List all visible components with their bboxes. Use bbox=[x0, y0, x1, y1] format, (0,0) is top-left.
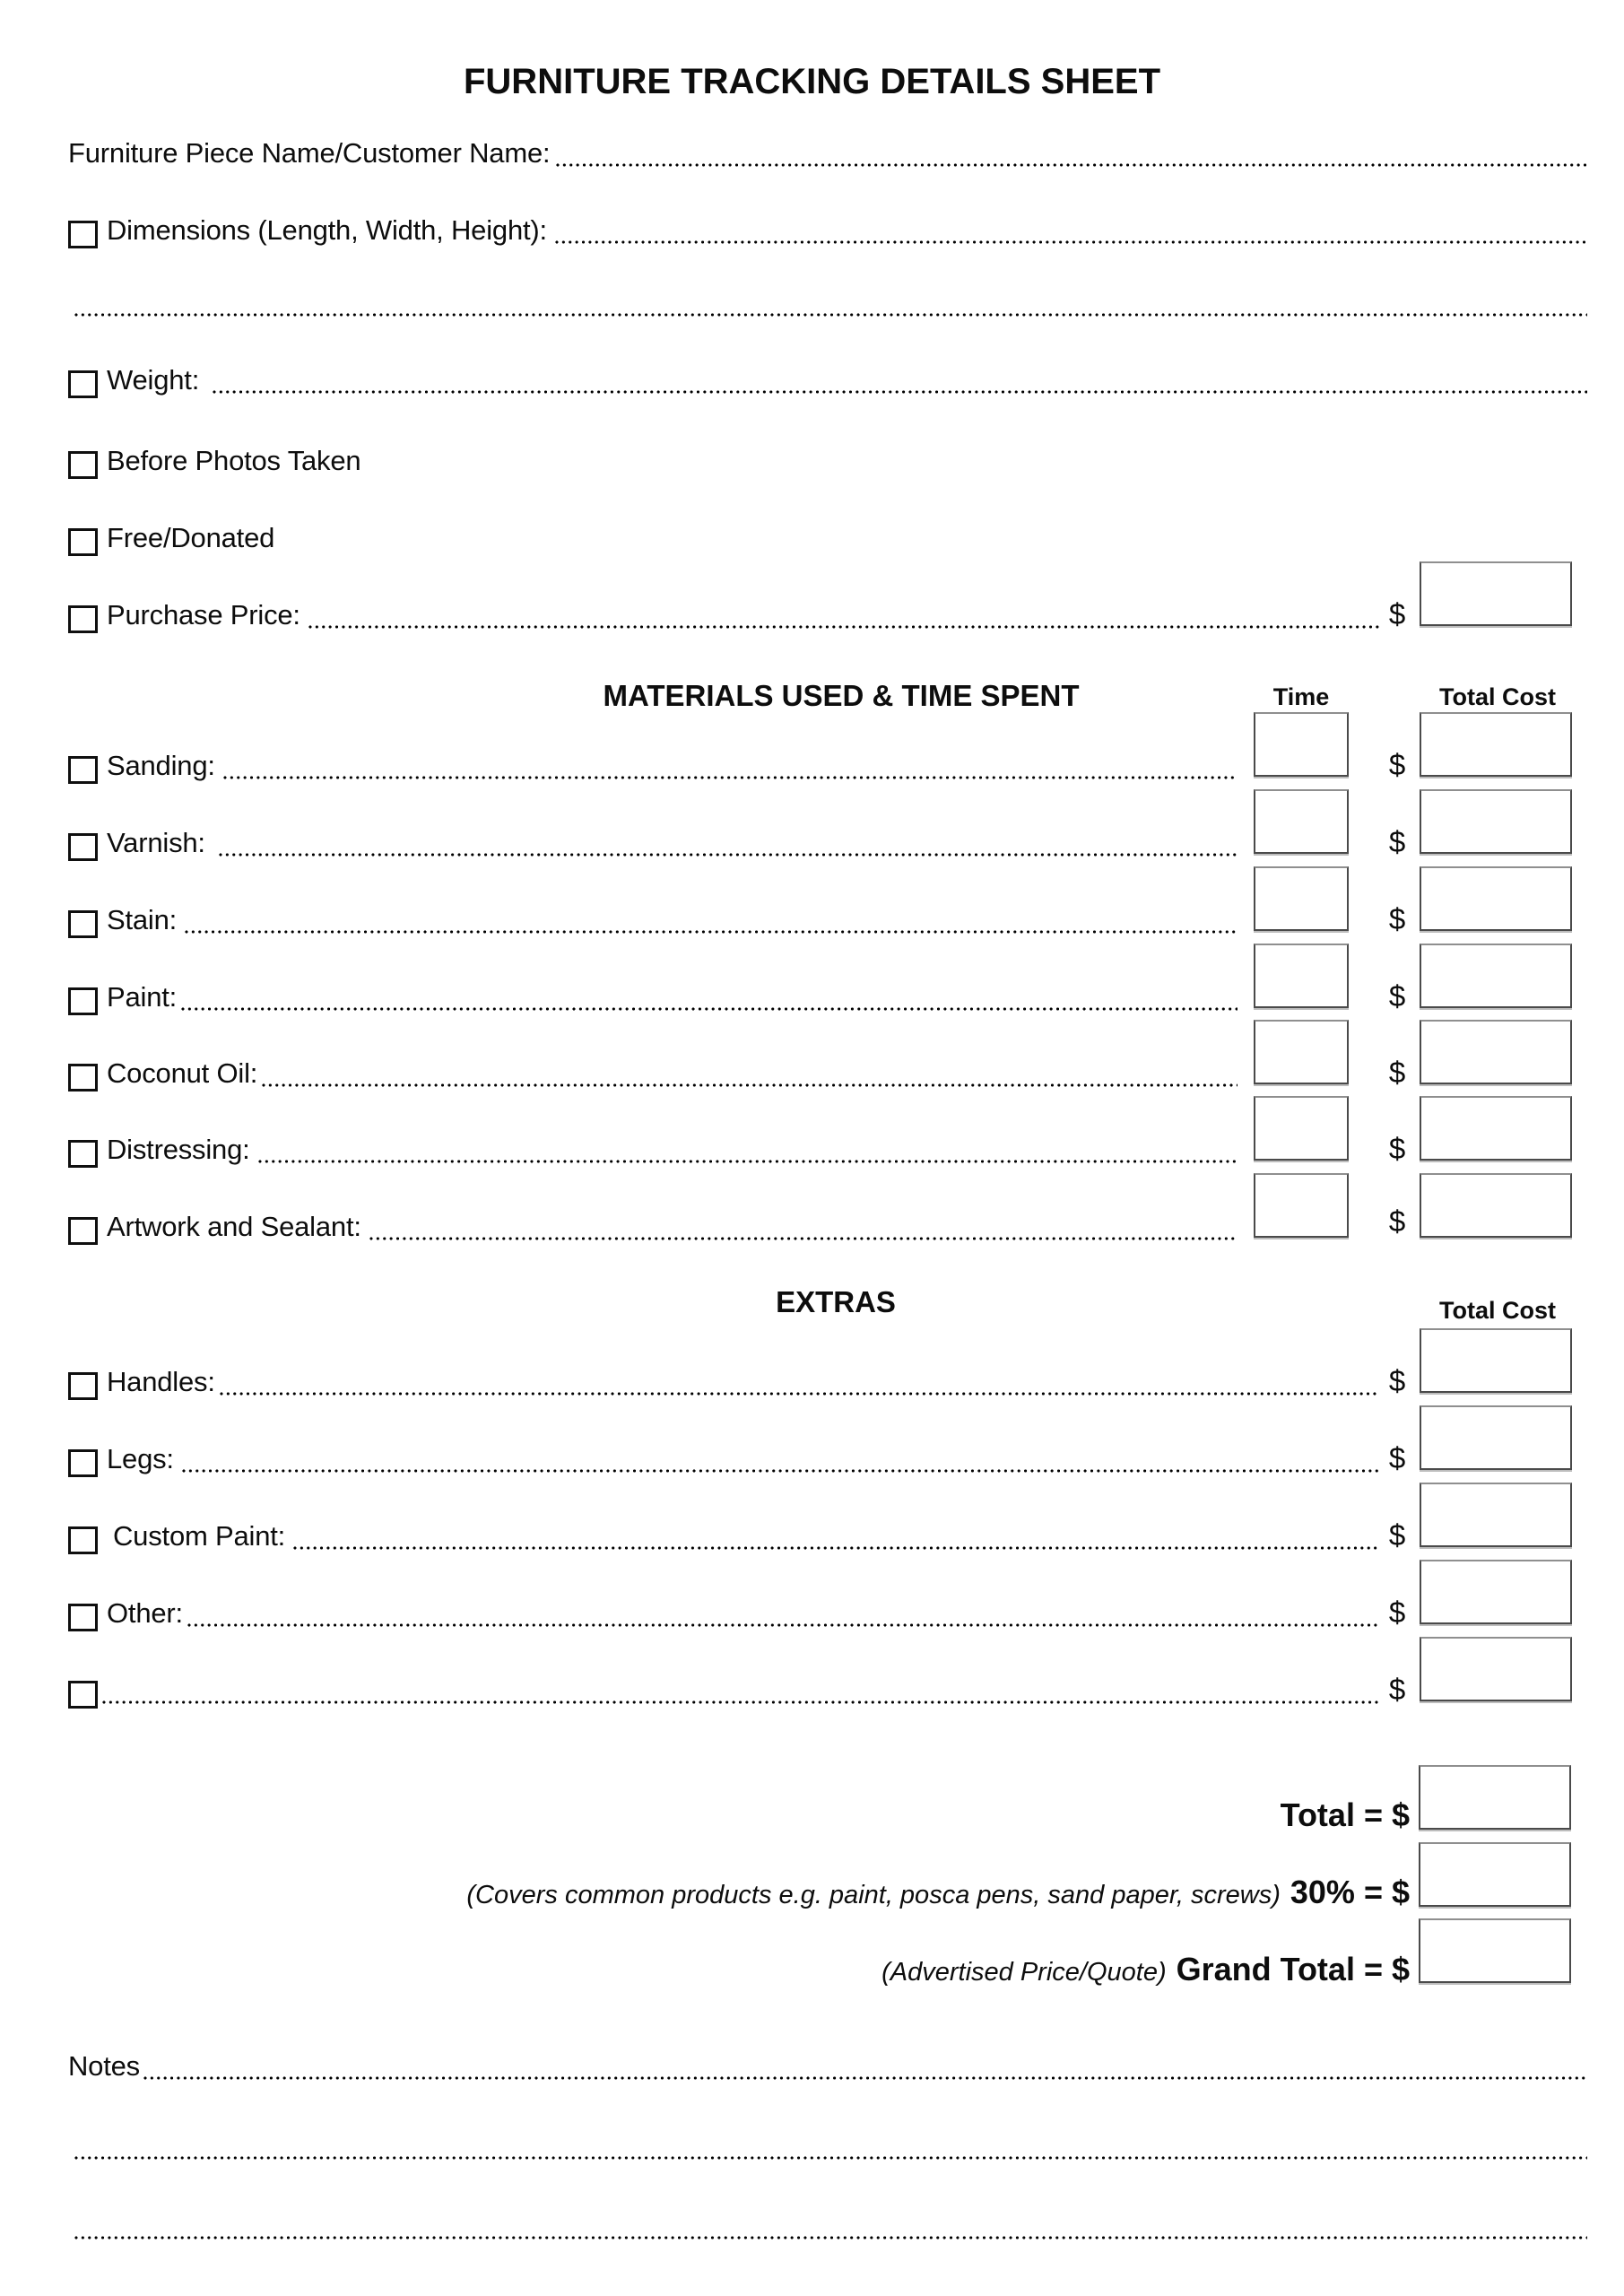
coconut-oil-write-in-line[interactable] bbox=[261, 1083, 1238, 1088]
paint-dollar-sign: $ bbox=[1388, 979, 1406, 1013]
distressing-checkbox[interactable] bbox=[68, 1140, 98, 1168]
thirty-percent-note: (Covers common products e.g. paint, posca pens, sand paper, screws) bbox=[466, 1881, 1281, 1909]
sanding-label: Sanding: bbox=[107, 750, 215, 781]
grand-total-row bbox=[881, 1952, 1410, 1990]
varnish-time-box[interactable] bbox=[1254, 789, 1349, 854]
legs-row bbox=[68, 1439, 1379, 1479]
dimensions-label: Dimensions (Length, Width, Height): bbox=[107, 214, 547, 246]
legs-checkbox[interactable] bbox=[68, 1449, 98, 1477]
coconut-oil-checkbox[interactable] bbox=[68, 1064, 98, 1091]
notes-line-3-row bbox=[68, 2206, 1587, 2246]
sanding-dollar-sign: $ bbox=[1388, 748, 1406, 781]
sanding-cost-box[interactable] bbox=[1420, 712, 1572, 777]
other-dollar-sign: $ bbox=[1388, 1596, 1406, 1629]
blank-extra-row bbox=[68, 1671, 1379, 1710]
artwork-sealant-label: Artwork and Sealant: bbox=[107, 1211, 361, 1242]
coconut-oil-cost-box[interactable] bbox=[1420, 1020, 1572, 1084]
notes-write-in-line-3[interactable] bbox=[74, 2235, 1587, 2240]
custom-paint-write-in-line[interactable] bbox=[292, 1545, 1379, 1551]
artwork-sealant-cost-box[interactable] bbox=[1420, 1173, 1572, 1238]
artwork-sealant-checkbox[interactable] bbox=[68, 1217, 98, 1245]
distressing-label: Distressing: bbox=[107, 1134, 250, 1165]
distressing-cost-box[interactable] bbox=[1420, 1096, 1572, 1161]
stain-label: Stain: bbox=[107, 904, 178, 935]
artwork-sealant-write-in-line[interactable] bbox=[369, 1236, 1238, 1241]
coconut-oil-row bbox=[68, 1054, 1238, 1093]
weight-checkbox[interactable] bbox=[68, 370, 98, 398]
purchase-price-box[interactable] bbox=[1420, 561, 1572, 626]
weight-label: Weight: bbox=[107, 364, 200, 396]
thirty-percent-row bbox=[466, 1874, 1410, 1913]
legs-write-in-line[interactable] bbox=[181, 1468, 1379, 1474]
materials-total-cost-header: Total Cost bbox=[1439, 683, 1556, 710]
furniture-name-label: Furniture Piece Name/Customer Name: bbox=[68, 137, 551, 169]
purchase-price-label: Purchase Price: bbox=[107, 599, 300, 631]
stain-checkbox[interactable] bbox=[68, 910, 98, 938]
custom-paint-label: Custom Paint: bbox=[113, 1520, 286, 1552]
paint-row bbox=[68, 978, 1238, 1017]
grand-total-label: Grand Total = $ bbox=[1176, 1951, 1410, 1987]
blank-extra-cost-box[interactable] bbox=[1420, 1637, 1572, 1701]
handles-checkbox[interactable] bbox=[68, 1372, 98, 1400]
notes-label: Notes bbox=[68, 2050, 140, 2082]
purchase-price-dollar-sign: $ bbox=[1388, 597, 1406, 631]
other-checkbox[interactable] bbox=[68, 1604, 98, 1631]
thirty-percent-box[interactable] bbox=[1419, 1842, 1571, 1907]
custom-paint-dollar-sign: $ bbox=[1388, 1518, 1406, 1552]
dimensions-row bbox=[68, 211, 1587, 250]
sanding-checkbox[interactable] bbox=[68, 756, 98, 784]
dimensions-write-in-line-2[interactable] bbox=[74, 312, 1587, 317]
varnish-dollar-sign: $ bbox=[1388, 825, 1406, 858]
custom-paint-cost-box[interactable] bbox=[1420, 1483, 1572, 1547]
extras-total-cost-header: Total Cost bbox=[1439, 1297, 1556, 1324]
notes-write-in-line-2[interactable] bbox=[74, 2155, 1587, 2161]
free-donated-label: Free/Donated bbox=[107, 522, 275, 553]
artwork-sealant-row bbox=[68, 1207, 1238, 1247]
distressing-row bbox=[68, 1130, 1238, 1170]
legs-cost-box[interactable] bbox=[1420, 1405, 1572, 1470]
coconut-oil-dollar-sign: $ bbox=[1388, 1056, 1406, 1089]
weight-write-in-line[interactable] bbox=[212, 389, 1587, 395]
dimensions-continuation-row bbox=[68, 283, 1587, 323]
before-photos-row bbox=[68, 441, 1587, 481]
paint-time-box[interactable] bbox=[1254, 944, 1349, 1008]
total-label: Total = $ bbox=[1280, 1796, 1410, 1833]
furniture-name-write-in-line[interactable] bbox=[555, 162, 1587, 168]
handles-write-in-line[interactable] bbox=[219, 1391, 1379, 1396]
stain-row bbox=[68, 900, 1238, 940]
varnish-row bbox=[68, 823, 1238, 863]
before-photos-label: Before Photos Taken bbox=[107, 445, 361, 476]
sanding-write-in-line[interactable] bbox=[222, 775, 1238, 780]
total-box[interactable] bbox=[1419, 1765, 1571, 1830]
varnish-cost-box[interactable] bbox=[1420, 789, 1572, 854]
coconut-oil-label: Coconut Oil: bbox=[107, 1057, 258, 1089]
purchase-price-row bbox=[68, 596, 1379, 635]
paint-label: Paint: bbox=[107, 981, 178, 1013]
weight-row bbox=[68, 361, 1587, 400]
other-row bbox=[68, 1594, 1379, 1633]
distressing-time-box[interactable] bbox=[1254, 1096, 1349, 1161]
free-donated-checkbox[interactable] bbox=[68, 528, 98, 556]
varnish-write-in-line[interactable] bbox=[218, 852, 1238, 857]
notes-line-2-row bbox=[68, 2126, 1587, 2166]
paint-cost-box[interactable] bbox=[1420, 944, 1572, 1008]
varnish-checkbox[interactable] bbox=[68, 833, 98, 861]
before-photos-checkbox[interactable] bbox=[68, 451, 98, 479]
purchase-price-checkbox[interactable] bbox=[68, 605, 98, 633]
stain-dollar-sign: $ bbox=[1388, 902, 1406, 935]
sanding-row bbox=[68, 746, 1238, 786]
notes-write-in-line-1[interactable] bbox=[143, 2075, 1587, 2081]
thirty-percent-label: 30% = $ bbox=[1290, 1874, 1410, 1910]
grand-total-note: (Advertised Price/Quote) bbox=[881, 1958, 1167, 1987]
varnish-label: Varnish: bbox=[107, 827, 205, 858]
blank-extra-checkbox[interactable] bbox=[68, 1681, 98, 1709]
sanding-time-box[interactable] bbox=[1254, 712, 1349, 777]
stain-write-in-line[interactable] bbox=[184, 929, 1238, 935]
paint-write-in-line[interactable] bbox=[180, 1006, 1238, 1012]
handles-row bbox=[68, 1362, 1379, 1402]
free-donated-row bbox=[68, 518, 1587, 558]
page-title: FURNITURE TRACKING DETAILS SHEET bbox=[463, 62, 1161, 101]
total-row bbox=[1281, 1797, 1410, 1833]
handles-dollar-sign: $ bbox=[1388, 1364, 1406, 1397]
legs-label: Legs: bbox=[107, 1443, 174, 1474]
handles-label: Handles: bbox=[107, 1366, 215, 1397]
coconut-oil-time-box[interactable] bbox=[1254, 1020, 1349, 1084]
distressing-dollar-sign: $ bbox=[1388, 1132, 1406, 1165]
artwork-sealant-time-box[interactable] bbox=[1254, 1173, 1349, 1238]
dimensions-checkbox[interactable] bbox=[68, 221, 98, 248]
custom-paint-row bbox=[68, 1517, 1379, 1556]
stain-time-box[interactable] bbox=[1254, 866, 1349, 931]
distressing-write-in-line[interactable] bbox=[257, 1159, 1238, 1164]
extras-section-title: EXTRAS bbox=[776, 1285, 896, 1318]
artwork-sealant-dollar-sign: $ bbox=[1388, 1205, 1406, 1238]
materials-time-header: Time bbox=[1272, 683, 1330, 710]
other-write-in-line[interactable] bbox=[187, 1622, 1379, 1628]
paint-checkbox[interactable] bbox=[68, 987, 98, 1015]
handles-cost-box[interactable] bbox=[1420, 1328, 1572, 1393]
other-label: Other: bbox=[107, 1597, 183, 1629]
custom-paint-checkbox[interactable] bbox=[68, 1526, 98, 1554]
blank-extra-dollar-sign: $ bbox=[1388, 1673, 1406, 1706]
dimensions-write-in-line[interactable] bbox=[554, 239, 1587, 245]
furniture-name-row bbox=[68, 134, 1587, 173]
grand-total-box[interactable] bbox=[1419, 1918, 1571, 1983]
notes-row bbox=[68, 2047, 1587, 2086]
stain-cost-box[interactable] bbox=[1420, 866, 1572, 931]
blank-extra-write-in-line[interactable] bbox=[101, 1700, 1379, 1705]
purchase-price-write-in-line[interactable] bbox=[308, 624, 1379, 630]
other-cost-box[interactable] bbox=[1420, 1560, 1572, 1624]
legs-dollar-sign: $ bbox=[1388, 1441, 1406, 1474]
materials-section-title: MATERIALS USED & TIME SPENT bbox=[603, 679, 1080, 712]
